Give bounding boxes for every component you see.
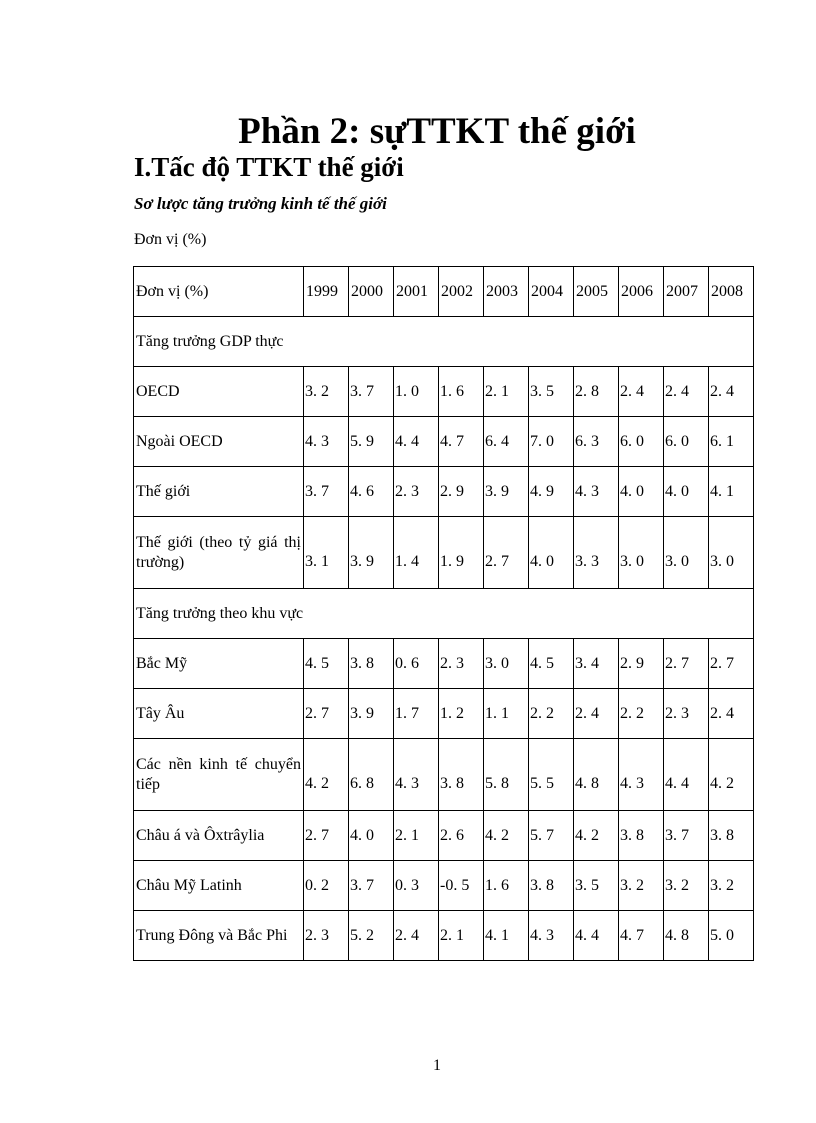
value-cell: 1. 0	[394, 367, 439, 417]
value-cell: 4. 1	[484, 911, 529, 961]
value-cell: 4. 2	[709, 739, 754, 811]
value-cell: 2. 3	[304, 911, 349, 961]
value-cell: 2. 4	[619, 367, 664, 417]
year-header-cell: 2003	[484, 267, 529, 317]
row-label-cell: OECD	[134, 367, 304, 417]
row-label-cell: Bắc Mỹ	[134, 639, 304, 689]
value-cell: 3. 5	[574, 861, 619, 911]
value-cell: 2. 8	[574, 367, 619, 417]
value-cell: 5. 2	[349, 911, 394, 961]
value-cell: 4. 0	[619, 467, 664, 517]
value-cell: 4. 6	[349, 467, 394, 517]
year-header-cell: 2000	[349, 267, 394, 317]
table-row	[134, 689, 754, 739]
page-number: 1	[433, 1057, 441, 1074]
value-cell: 3. 0	[664, 517, 709, 589]
year-header-cell: 2001	[394, 267, 439, 317]
year-header-cell: 2007	[664, 267, 709, 317]
value-cell: 4. 4	[394, 417, 439, 467]
value-cell: 3. 2	[619, 861, 664, 911]
value-cell: 4. 8	[664, 911, 709, 961]
value-cell: 4. 2	[304, 739, 349, 811]
value-cell: 4. 2	[484, 811, 529, 861]
value-cell: 4. 2	[574, 811, 619, 861]
table-row	[134, 467, 754, 517]
row-label-cell: Các nền kinh tế chuyển tiếp	[134, 739, 304, 811]
growth-table	[133, 266, 754, 961]
year-header-cell: 2008	[709, 267, 754, 317]
value-cell: 2. 9	[439, 467, 484, 517]
subheading: Sơ lược tăng trưởng kinh tế thế giới	[134, 194, 387, 213]
value-cell: 3. 2	[709, 861, 754, 911]
value-cell: 3. 0	[484, 639, 529, 689]
table-header-row	[134, 267, 754, 317]
year-header-cell: 2002	[439, 267, 484, 317]
section-row-region	[134, 589, 754, 639]
value-cell: 3. 9	[349, 517, 394, 589]
value-cell: 1. 9	[439, 517, 484, 589]
value-cell: 3. 9	[484, 467, 529, 517]
value-cell: 3. 3	[574, 517, 619, 589]
value-cell: 6. 8	[349, 739, 394, 811]
row-label-cell: Trung Đông và Bắc Phi	[134, 911, 304, 961]
value-cell: 4. 3	[304, 417, 349, 467]
value-cell: 4. 5	[529, 639, 574, 689]
value-cell: 3. 9	[349, 689, 394, 739]
value-cell: 3. 5	[529, 367, 574, 417]
value-cell: 5. 9	[349, 417, 394, 467]
value-cell: 6. 1	[709, 417, 754, 467]
value-cell: 2. 7	[304, 811, 349, 861]
value-cell: 6. 4	[484, 417, 529, 467]
value-cell: 2. 3	[394, 467, 439, 517]
value-cell: 5. 5	[529, 739, 574, 811]
value-cell: 0. 3	[394, 861, 439, 911]
value-cell: 2. 1	[439, 911, 484, 961]
value-cell: 2. 4	[709, 367, 754, 417]
value-cell: 2. 7	[664, 639, 709, 689]
row-label-cell: Thế giới (theo tỷ giá thị trường)	[134, 517, 304, 589]
year-header-cell: 1999	[304, 267, 349, 317]
value-cell: 4. 4	[574, 911, 619, 961]
value-cell: 2. 1	[394, 811, 439, 861]
year-header-cell: 2004	[529, 267, 574, 317]
row-label-cell: Châu á và Ôxtrâylia	[134, 811, 304, 861]
section-heading: I.Tấc độ TTKT thế giới	[134, 152, 404, 182]
table-row	[134, 861, 754, 911]
row-label-cell: Ngoài OECD	[134, 417, 304, 467]
page-title: Phần 2: sựTTKT thế giới	[238, 111, 636, 152]
value-cell: 2. 2	[619, 689, 664, 739]
table-row	[134, 417, 754, 467]
value-cell: 2. 7	[484, 517, 529, 589]
value-cell: 1. 7	[394, 689, 439, 739]
value-cell: 3. 8	[439, 739, 484, 811]
value-cell: 4. 3	[619, 739, 664, 811]
value-cell: 3. 8	[349, 639, 394, 689]
year-header-cell: 2005	[574, 267, 619, 317]
value-cell: 1. 4	[394, 517, 439, 589]
value-cell: 1. 1	[484, 689, 529, 739]
value-cell: 3. 7	[349, 367, 394, 417]
value-cell: -0. 5	[439, 861, 484, 911]
value-cell: 2. 2	[529, 689, 574, 739]
value-cell: 4. 0	[664, 467, 709, 517]
row-label-cell: Tây Âu	[134, 689, 304, 739]
value-cell: 4. 3	[574, 467, 619, 517]
value-cell: 2. 4	[709, 689, 754, 739]
value-cell: 6. 0	[619, 417, 664, 467]
table-row	[134, 739, 754, 811]
value-cell: 1. 6	[439, 367, 484, 417]
value-cell: 3. 2	[664, 861, 709, 911]
value-cell: 2. 6	[439, 811, 484, 861]
value-cell: 6. 3	[574, 417, 619, 467]
value-cell: 3. 8	[709, 811, 754, 861]
table-row	[134, 811, 754, 861]
section-row-region-cell: Tăng trưởng theo khu vực	[134, 589, 754, 639]
value-cell: 0. 6	[394, 639, 439, 689]
value-cell: 2. 4	[574, 689, 619, 739]
value-cell: 4. 5	[304, 639, 349, 689]
section-row-gdp	[134, 317, 754, 367]
year-header-cell: 2006	[619, 267, 664, 317]
value-cell: 3. 8	[619, 811, 664, 861]
row-label-cell: Châu Mỹ Latinh	[134, 861, 304, 911]
table-row	[134, 517, 754, 589]
value-cell: 2. 7	[304, 689, 349, 739]
value-cell: 4. 0	[349, 811, 394, 861]
value-cell: 5. 7	[529, 811, 574, 861]
value-cell: 4. 3	[529, 911, 574, 961]
value-cell: 4. 8	[574, 739, 619, 811]
value-cell: 3. 7	[304, 467, 349, 517]
value-cell: 4. 0	[529, 517, 574, 589]
value-cell: 1. 2	[439, 689, 484, 739]
value-cell: 2. 4	[394, 911, 439, 961]
value-cell: 3. 4	[574, 639, 619, 689]
value-cell: 4. 1	[709, 467, 754, 517]
row-label-cell: Thế giới	[134, 467, 304, 517]
value-cell: 2. 3	[439, 639, 484, 689]
value-cell: 3. 7	[664, 811, 709, 861]
value-cell: 2. 3	[664, 689, 709, 739]
value-cell: 5. 0	[709, 911, 754, 961]
unit-label: Đơn vị (%)	[134, 231, 207, 248]
value-cell: 0. 2	[304, 861, 349, 911]
table-row	[134, 911, 754, 961]
value-cell: 2. 1	[484, 367, 529, 417]
value-cell: 4. 7	[619, 911, 664, 961]
value-cell: 3. 8	[529, 861, 574, 911]
value-cell: 1. 6	[484, 861, 529, 911]
value-cell: 3. 1	[304, 517, 349, 589]
table-row	[134, 639, 754, 689]
section-row-gdp-cell: Tăng trưởng GDP thực	[134, 317, 754, 367]
value-cell: 3. 2	[304, 367, 349, 417]
value-cell: 7. 0	[529, 417, 574, 467]
table-row	[134, 367, 754, 417]
value-cell: 3. 0	[709, 517, 754, 589]
header-label-cell: Đơn vị (%)	[134, 267, 304, 317]
value-cell: 2. 4	[664, 367, 709, 417]
value-cell: 4. 4	[664, 739, 709, 811]
value-cell: 3. 7	[349, 861, 394, 911]
value-cell: 4. 7	[439, 417, 484, 467]
value-cell: 2. 7	[709, 639, 754, 689]
value-cell: 3. 0	[619, 517, 664, 589]
value-cell: 5. 8	[484, 739, 529, 811]
value-cell: 4. 3	[394, 739, 439, 811]
value-cell: 6. 0	[664, 417, 709, 467]
value-cell: 4. 9	[529, 467, 574, 517]
value-cell: 2. 9	[619, 639, 664, 689]
